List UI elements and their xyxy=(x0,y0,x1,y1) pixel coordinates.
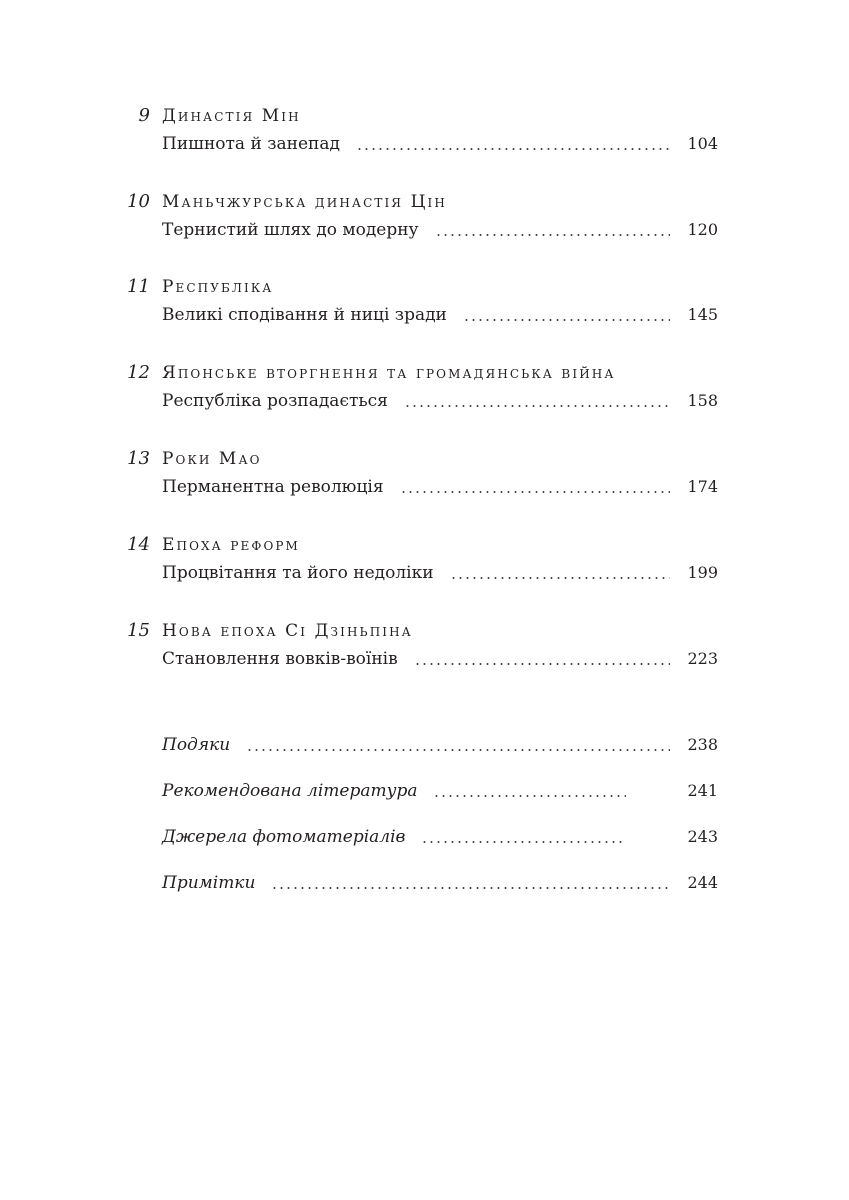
dot-leader xyxy=(421,841,626,843)
chapter-heading xyxy=(0,272,849,302)
chapter-subtitle-row xyxy=(162,386,718,416)
chapter-subtitle-row xyxy=(162,644,718,674)
chapter-subtitle-row xyxy=(162,472,718,502)
chapter-subtitle-row xyxy=(162,558,718,588)
dot-leader xyxy=(246,749,670,751)
chapter-number: 12 xyxy=(127,362,150,383)
back-matter-entry xyxy=(162,730,718,760)
chapter-title: Династія Мін xyxy=(162,106,301,126)
chapter-number: 11 xyxy=(127,276,150,297)
chapter-subtitle: Процвітання та його недоліки xyxy=(162,563,434,583)
chapter-heading xyxy=(0,444,849,474)
page-number: 120 xyxy=(687,220,718,239)
dot-leader xyxy=(450,577,670,579)
page-number: 243 xyxy=(687,827,718,846)
dot-leader xyxy=(400,491,670,493)
back-matter-title: Джерела фотоматеріалів xyxy=(162,827,406,847)
chapter-subtitle: Пишнота й занепад xyxy=(162,134,340,154)
chapter-number: 13 xyxy=(127,448,150,469)
dot-leader xyxy=(414,663,670,665)
back-matter-title: Примітки xyxy=(162,873,256,893)
page-number: 241 xyxy=(687,781,718,800)
chapter-subtitle-row xyxy=(162,300,718,330)
chapter-title: Маньчжурська династія Цін xyxy=(162,192,447,212)
page-number: 238 xyxy=(687,735,718,754)
chapter-subtitle: Становлення вовків-воїнів xyxy=(162,649,398,669)
chapter-heading xyxy=(0,530,849,560)
back-matter-entry xyxy=(162,868,718,898)
page-number: 244 xyxy=(687,873,718,892)
dot-leader xyxy=(356,148,670,150)
chapter-subtitle: Великі сподівання й ниці зради xyxy=(162,305,447,325)
chapter-title: Японське вторгнення та громадянська війна xyxy=(162,363,616,383)
dot-leader xyxy=(271,887,670,889)
chapter-title: Республіка xyxy=(162,277,274,297)
chapter-subtitle-row xyxy=(162,215,718,245)
dot-leader xyxy=(404,405,670,407)
chapter-heading xyxy=(0,616,849,646)
page-number: 199 xyxy=(687,563,718,582)
chapter-number: 10 xyxy=(127,191,150,212)
page-number: 223 xyxy=(687,649,718,668)
chapter-number: 14 xyxy=(127,534,150,555)
back-matter-title: Рекомендована література xyxy=(162,781,418,801)
back-matter-entry xyxy=(162,776,718,806)
chapter-subtitle: Тернистий шлях до модерну xyxy=(162,220,419,240)
back-matter-title: Подяки xyxy=(162,735,231,755)
chapter-title: Епоха реформ xyxy=(162,535,300,555)
chapter-number: 15 xyxy=(127,620,150,641)
page-number: 104 xyxy=(687,134,718,153)
dot-leader xyxy=(433,795,626,797)
back-matter-entry xyxy=(162,822,718,852)
chapter-heading xyxy=(0,101,849,131)
dot-leader xyxy=(463,319,670,321)
page-number: 158 xyxy=(687,391,718,410)
chapter-title: Нова епоха Сі Дзіньпіна xyxy=(162,621,413,641)
page-number: 145 xyxy=(687,305,718,324)
dot-leader xyxy=(435,234,670,236)
chapter-heading xyxy=(0,358,849,388)
chapter-number: 9 xyxy=(138,105,150,126)
chapter-subtitle: Республіка розпадається xyxy=(162,391,388,411)
chapter-subtitle: Перманентна революція xyxy=(162,477,384,497)
chapter-heading xyxy=(0,187,849,217)
chapter-subtitle-row xyxy=(162,129,718,159)
page-number: 174 xyxy=(687,477,718,496)
chapter-title: Роки Мао xyxy=(162,449,262,469)
